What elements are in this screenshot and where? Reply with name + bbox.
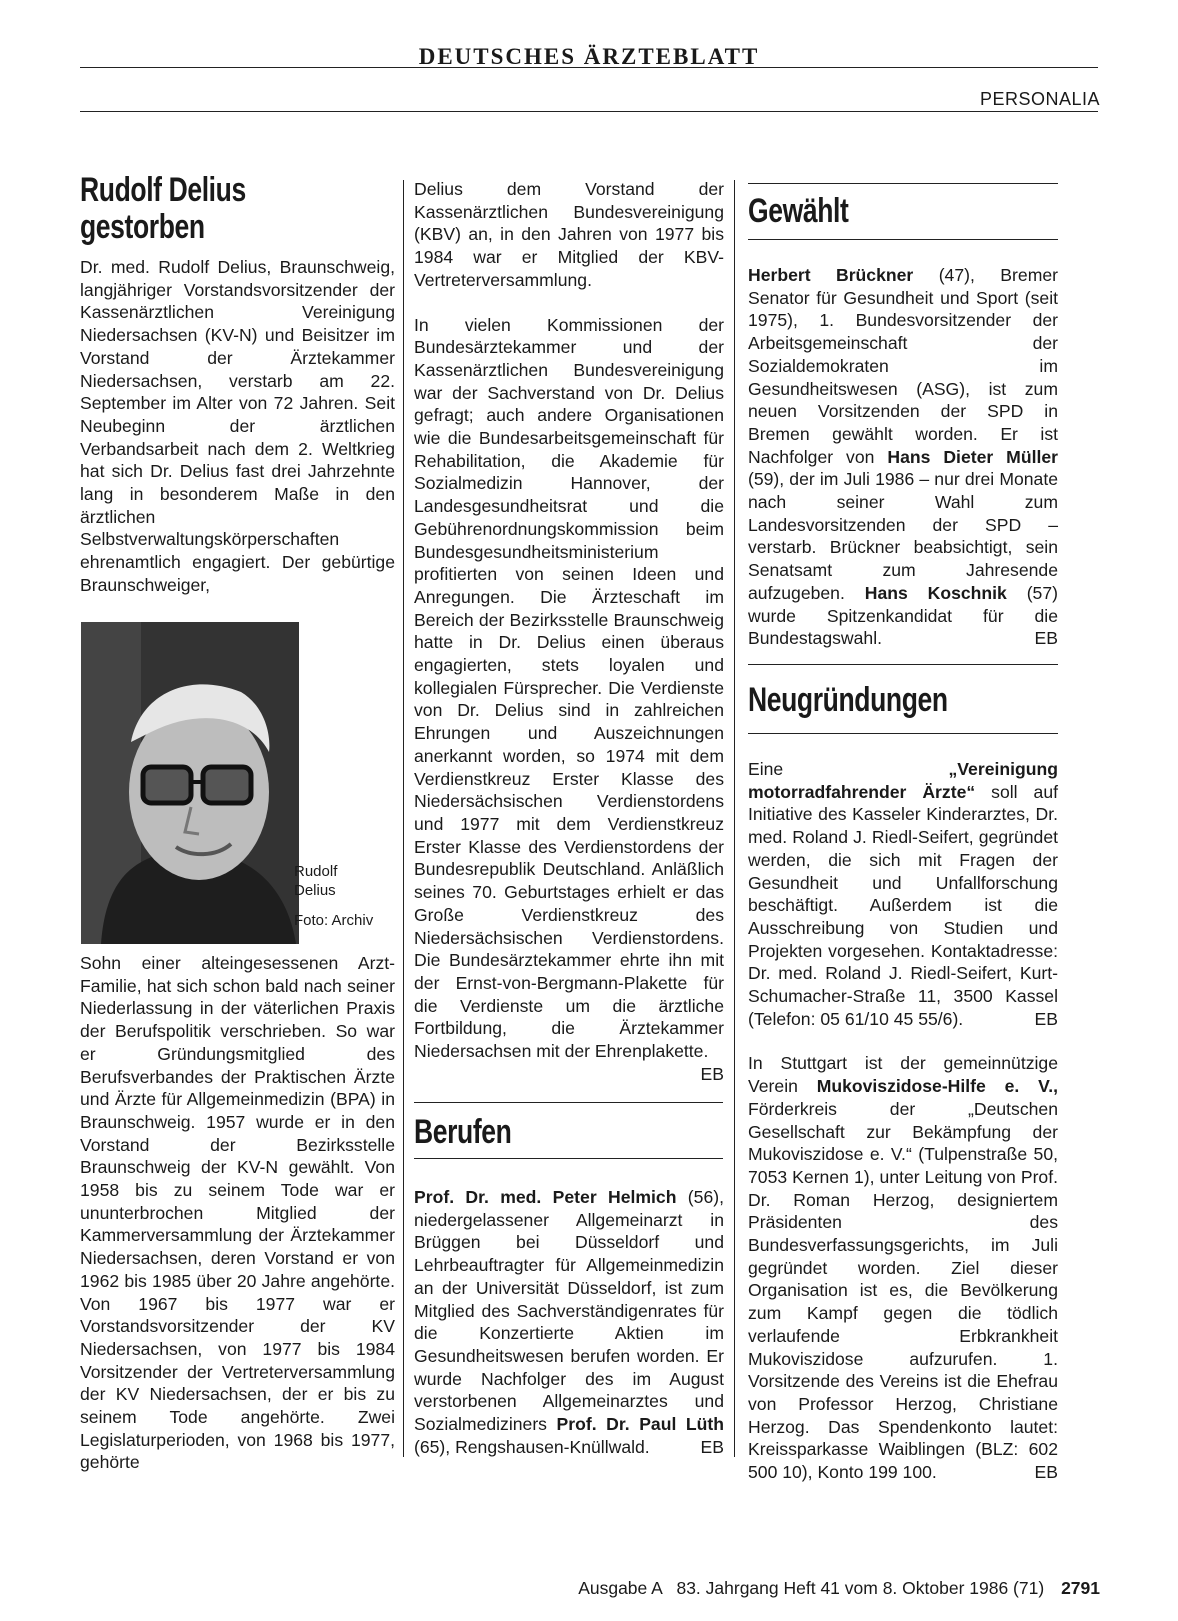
issue-info: Ausgabe A 83. Jahrgang Heft 41 vom 8. Oktober 1986 (71) <box>578 1578 1045 1598</box>
neugruendungen-paragraph-2 <box>748 1052 1058 1483</box>
section-rule <box>80 111 1098 112</box>
column-1 <box>80 172 395 597</box>
photo-caption-line1: Rudolf <box>294 863 338 880</box>
masthead-rule <box>80 67 1098 68</box>
berufen-body <box>414 1186 724 1458</box>
gewaehlt-bottom-rule <box>748 239 1058 240</box>
gewaehlt-text-3: (57) wurde Spitzenkandidat für die Bundestagswahl. <box>748 582 1058 649</box>
delius-paragraph-4 <box>414 314 724 1084</box>
neugruendungen-p2-text: Förderkreis der „Deutschen Gesellschaft zur Bekämpfung der Mukoviszidose e. V.“ (Tulpenstraße 50, 7053 Kernen 1), unter Leitung von Prof. Dr. Roman Herzog, designiertem Präsidenten des Bundesverfassungsgerichts, im Juli gegründet worden. Ziel dieser Organisation ist es, die Bevölkerung zum Kampf gegen die tödlich verlaufende Erbkrankheit Mukoviszidose aufzurufen. 1. Vorsitzende des Vereins ist die Ehefrau von Professor Herzog, Christiane Herzog. Das Spendenkonto lautet: Kreissparkasse Waiblingen (BLZ: 602 500 10), Konto 199 100. <box>748 1098 1058 1483</box>
berufen-name-1: Prof. Dr. med. Peter Helmich <box>414 1187 677 1207</box>
gewaehlt-top-rule <box>748 183 1058 184</box>
neugruendungen-paragraph-1 <box>748 758 1058 1030</box>
gewaehlt-name-3: Hans Koschnik <box>864 582 1007 603</box>
neugruendungen-p2-name: Mukoviszidose-Hilfe e. V., <box>816 1076 1058 1097</box>
headline-gewaehlt: Gewählt <box>748 192 849 230</box>
berufen-signature: EB <box>700 1436 724 1457</box>
delius-paragraph-3: Delius dem Vorstand der Kassenärztlichen Bundesvereinigung (KBV) an, in den Jahren von 1977 bis 1984 war er Mitglied der KBV-Vertreterversammlung. <box>414 179 724 290</box>
berufen-paragraph <box>414 1186 724 1458</box>
berufen-top-rule <box>414 1102 723 1103</box>
delius-paragraph-2: Sohn einer alteingesessenen Arzt-Familie, hat sich schon bald nach seiner Niederlassung in der väterlichen Praxis der Berufspolitik verschrieben. So war er Gründungsmitglied des Berufsverbandes der Praktischen Ärzte und Ärzte für Allgemeinmedizin (BPA) in Braunschweig. 1957 wurde er in den Vorstand der Bezirksstelle Braunschweig der KV-N gewählt. Von 1958 bis zu seinem Tode war er ununterbrochen Mitglied der Kammerversammlung der Ärztekammer Niedersachsen, deren Vorstand er von 1962 bis 1985 über 20 Jahre angehörte. Von 1967 bis 1977 war er Vorstandsvorsitzender der KV Niedersachsen, von 1977 bis 1984 Vorsitzender der Vertreterversammlung der KV Niedersachsen, der er bis zu seinem Tode angehörte. Zwei Legislaturperioden, von 1968 bis 1977, gehörte <box>80 953 395 1473</box>
gewaehlt-paragraph <box>748 264 1058 650</box>
photo-caption-line2: Delius <box>294 882 336 899</box>
portrait-illustration <box>81 622 299 944</box>
masthead: DEUTSCHES ÄRZTEBLATT <box>418 44 760 69</box>
page-number: 2791 <box>1061 1578 1100 1598</box>
gewaehlt-text-1: (47), Bremer Senator für Gesundheit und Sport (seit 1975), 1. Bundesvorsitzender der Arbeitsgemeinschaft der Sozialdemokraten im Gesundheitswesen (ASG), ist zum neuen Vorsitzenden der SPD in Bremen gewählt worden. Er ist Nachfolger von <box>748 265 1058 467</box>
delius-signature: EB <box>700 1063 724 1084</box>
gewaehlt-name-2: Hans Dieter Müller <box>887 446 1058 467</box>
berufen-text-2: (65), Rengshausen-Knüllwald. <box>414 1436 650 1457</box>
gewaehlt-name-1: Herbert Brückner <box>748 265 914 285</box>
delius-paragraph-1: Dr. med. Rudolf Delius, Braunschweig, langjähriger Vorstandsvorsitzender der Kassenärztlichen Vereinigung Niedersachsen (KV-N) und Beisitzer im Vorstand der Ärztekammer Niedersachsen, verstarb am 22. September im Alter von 72 Jahren. Seit Neubeginn der ärztlichen Verbandsarbeit nach dem 2. Weltkrieg hat sich Dr. Delius fast drei Jahrzehnte lang in besonderem Maße in den ärztlichen Selbstverwaltungskörperschaften ehrenamtlich engagiert. Der gebürtige Braunschweiger, <box>80 257 395 595</box>
photo-caption <box>294 862 390 930</box>
neugruendungen-bottom-rule <box>748 733 1058 734</box>
headline-berufen: Berufen <box>414 1113 512 1151</box>
neugruendungen-p1-signature: EB <box>1034 1008 1058 1029</box>
neugruendungen-p2-pre: In Stuttgart ist der gemeinnützige Verein <box>748 1053 1058 1097</box>
gewaehlt-text-2: (59), der im Juli 1986 – nur drei Monate nach seiner Wahl zum Landesvorsitzenden der SPD – verstarb. Brückner beabsichtigt, sein Senatsamt zum Jahresende aufzugeben. <box>748 469 1058 603</box>
gewaehlt-body <box>748 264 1058 650</box>
portrait-photo <box>81 622 299 944</box>
delius-paragraph-4-text: In vielen Kommissionen der Bundesärztekammer und der Kassenärztlichen Bundesvereinigung war der Sachverstand von Dr. Delius gefragt; auch andere Organisationen wie die Bundesarbeitsgemeinschaft für Rehabilitation, die Akademie für Sozialmedizin Hannover, der Landesgesundheitsrat und die Gebührenordnungskommission beim Bundesgesundheitsministerium profitierten von seinen Ideen und Anregungen. Die Ärzteschaft im Bereich der Bezirksstelle Braunschweig hatte in Dr. Delius einen überaus engagierten, stets loyalen und kollegialen Fürsprecher. Die Verdienste von Dr. Delius sind in zahlreichen Ehrungen und Auszeichnungen anerkannt worden, so 1974 mit dem Verdienstkreuz Erster Klasse des Niedersächsischen Verdienstordens und 1977 mit dem Verdienstkreuz Erster Klasse des Verdienstordens der Bundesrepublik Deutschland. Anläßlich seines 70. Geburtstages erhielt er das Große Verdienstkreuz des Niedersächsischen Verdienstordens. Die Bundesärztekammer ehrte ihn mit der Ernst-von-Bergmann-Plakette für die Verdienste um die ärztliche Fortbildung, die Ärztekammer Niedersachsen mit der Ehrenplakette. <box>414 314 724 1062</box>
neugruendungen-top-rule <box>748 664 1058 665</box>
neugruendungen-p1-name: „Vereinigung motorradfahrender Ärzte“ <box>748 759 1058 802</box>
section-label: PERSONALIA <box>979 89 1100 109</box>
column-divider-1 <box>403 180 404 1457</box>
gewaehlt-signature: EB <box>1034 628 1058 649</box>
headline-delius-line2: gestorben <box>80 208 205 246</box>
berufen-text-1: (56), niedergelassener Allgemeinarzt in Brüggen bei Düsseldorf und Lehrbeauftragter für Allgemeinmedizin an der Universität Düsseldorf, ist zum Mitglied des Sachverständigenrates für die Konzertierte Aktien im Gesundheitswesen berufen worden. Er wurde Nachfolger des im August verstorbenen Allgemeinarztes und Sozialmediziners <box>414 1187 724 1435</box>
berufen-bottom-rule <box>414 1158 723 1159</box>
column-2 <box>414 178 724 1085</box>
column-divider-2 <box>734 180 735 1457</box>
photo-credit: Foto: Archiv <box>294 912 374 929</box>
page-footer <box>578 1578 1100 1599</box>
column-1-continued <box>80 952 395 1474</box>
berufen-name-2: Prof. Dr. Paul Lüth <box>556 1414 725 1435</box>
headline-neugruendungen: Neugründungen <box>748 681 948 719</box>
neugruendungen-p1-pre: Eine <box>748 759 949 779</box>
neugruendungen-p1-text: soll auf Initiative des Kasseler Kinderarztes, Dr. med. Roland J. Riedl-Seifert, gegründet werden, die sich mit Fragen der Gesundheit und Unfallforschung beschäftigt. Außerdem ist die Ausschreibung von Studien und Projekten vorgesehen. Kontaktadresse: Dr. med. Roland J. Riedl-Seifert, Kurt-Schumacher-Straße 11, 3500 Kassel (Telefon: 05 61/10 45 55/6). <box>748 781 1058 1029</box>
neugruendungen-body <box>748 758 1058 1484</box>
headline-delius-line1: Rudolf Delius <box>80 171 246 209</box>
neugruendungen-p2-signature: EB <box>1034 1462 1058 1483</box>
headline-delius <box>80 172 326 246</box>
